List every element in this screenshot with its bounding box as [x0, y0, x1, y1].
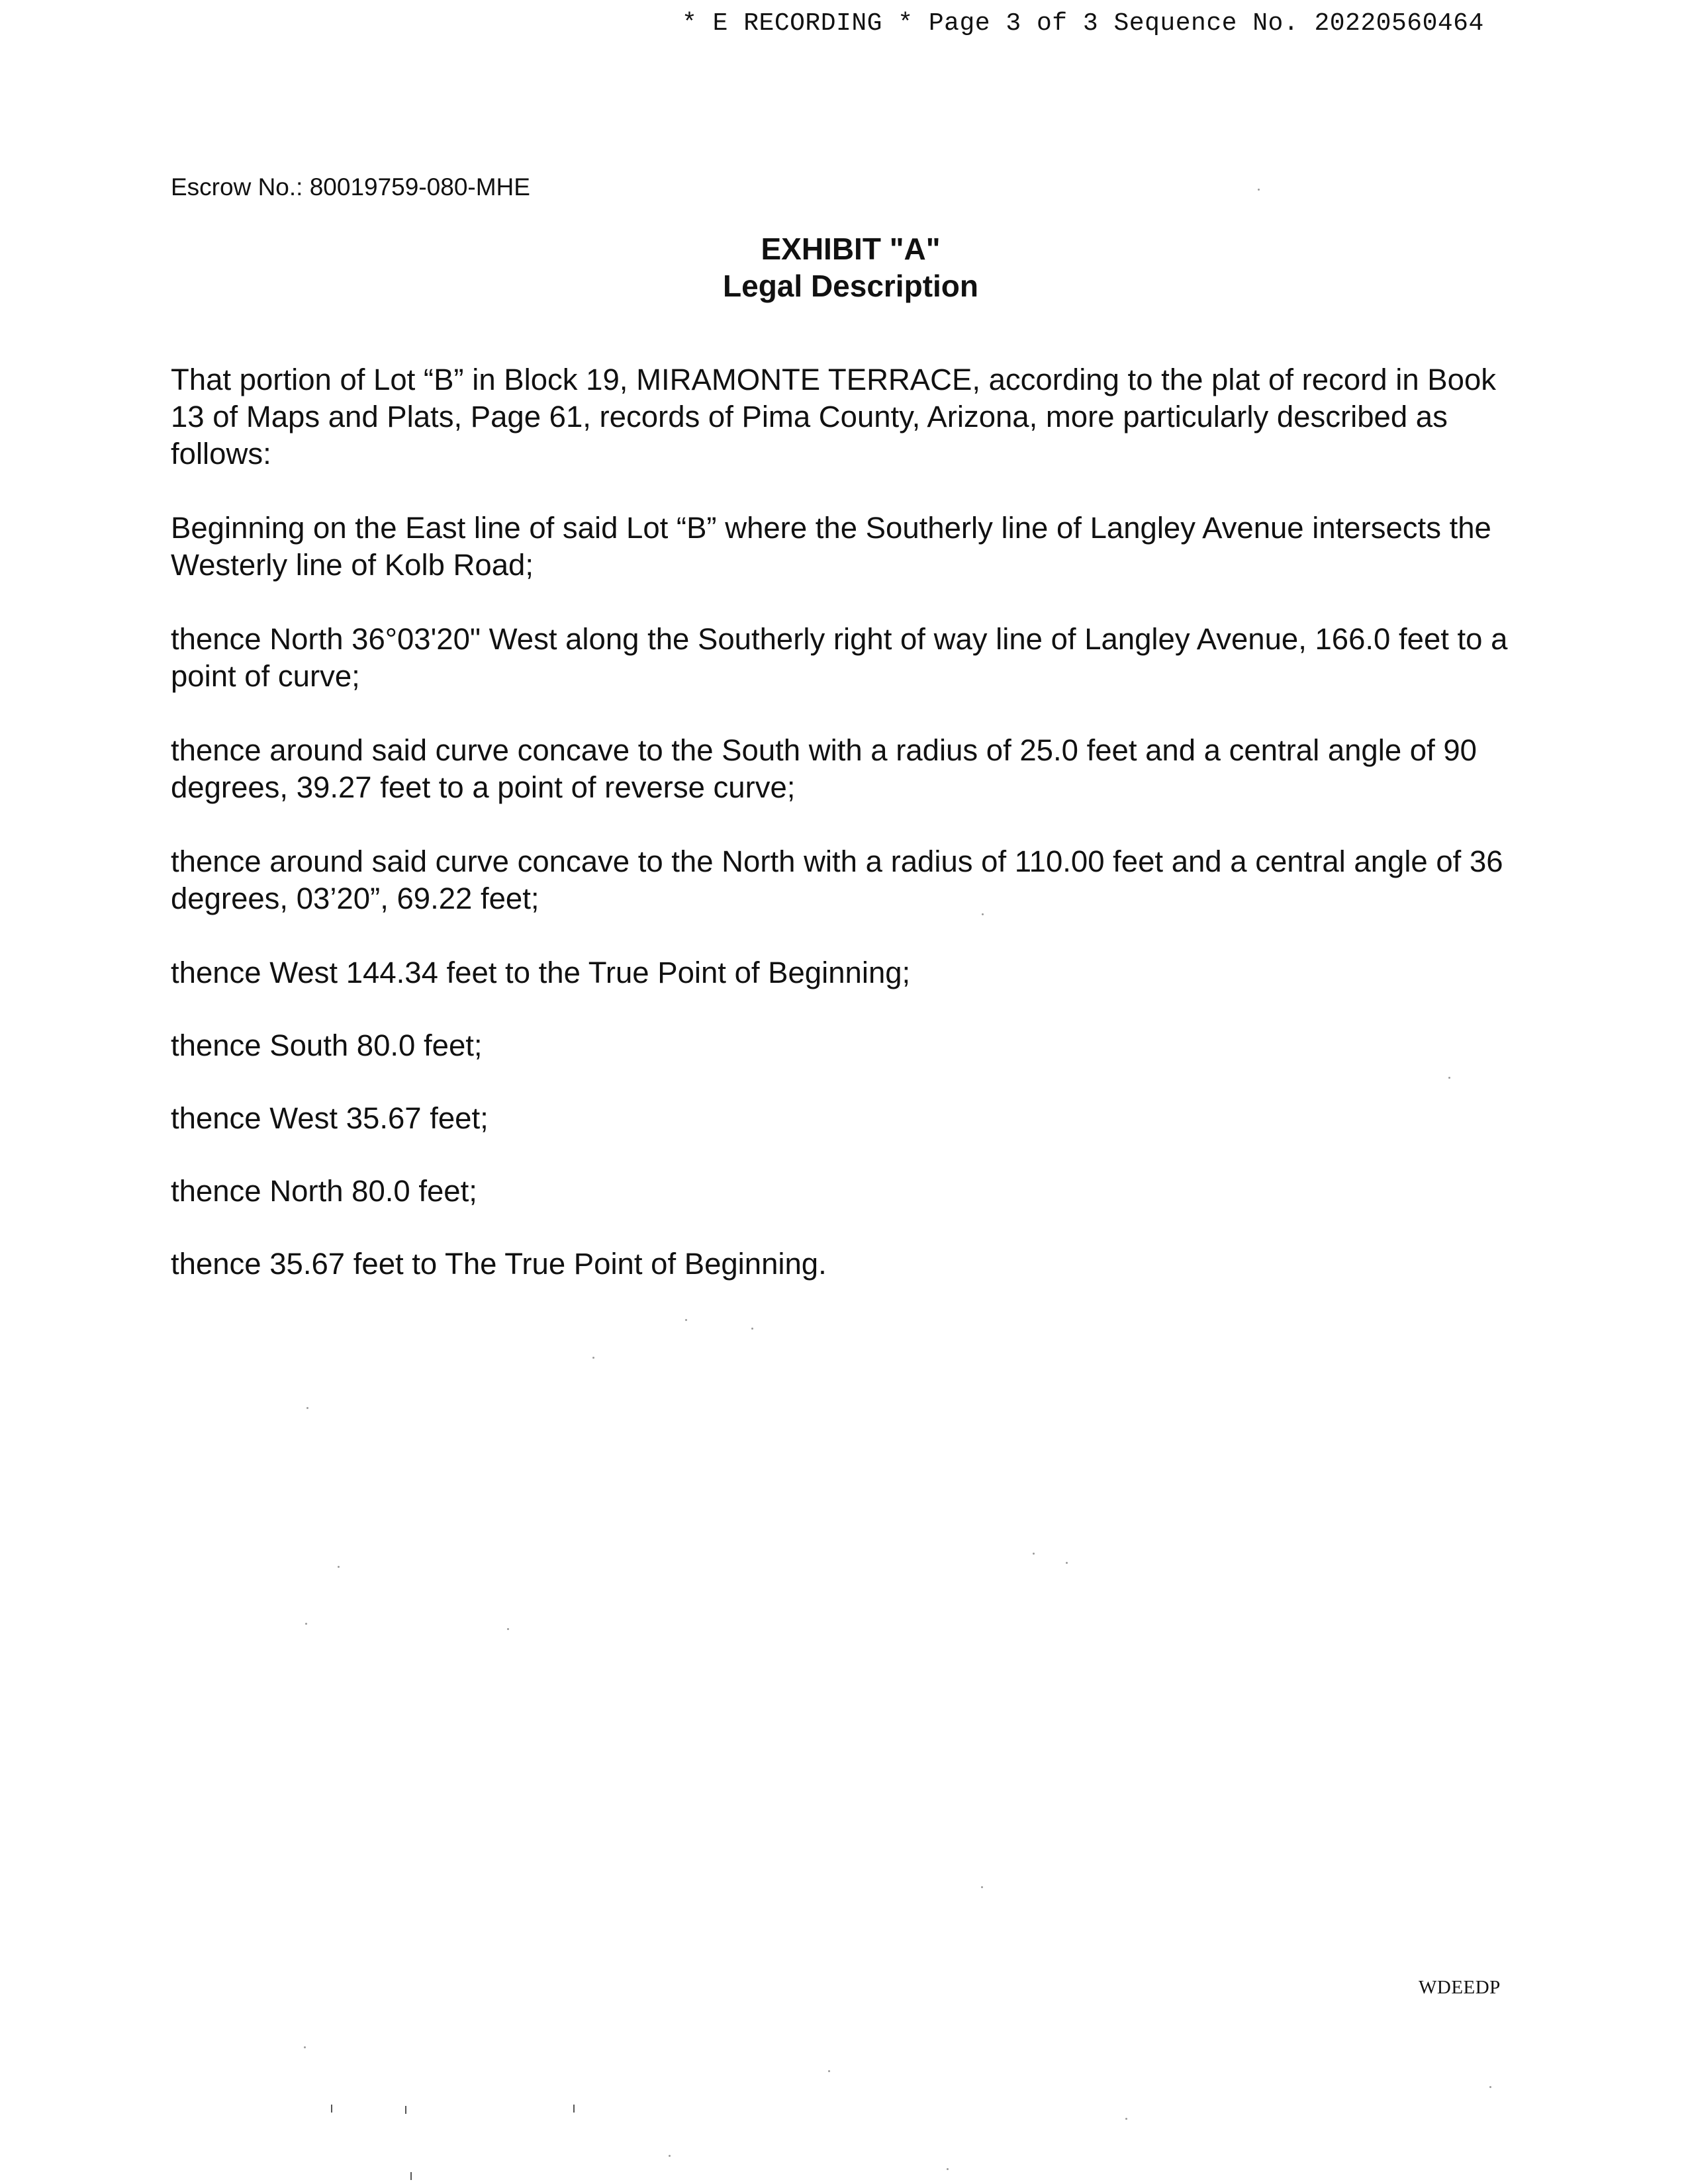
scan-tick: [405, 2106, 406, 2114]
scan-speck: [305, 1623, 307, 1625]
paragraph-course-west-35: thence West 35.67 feet;: [171, 1101, 489, 1135]
scan-speck: [304, 2046, 306, 2048]
paragraph-closing-course: thence 35.67 feet to The True Point of Beginning.: [171, 1247, 827, 1281]
scan-tick: [573, 2105, 575, 2113]
legal-description-body: [171, 361, 1521, 1318]
paragraph-beginning: Beginning on the East line of said Lot “B” where the Southerly line of Langley Avenue intersects the Westerly line of Kolb Road;: [171, 511, 1491, 582]
scan-speck: [982, 913, 984, 915]
scan-speck: [1066, 1562, 1068, 1564]
paragraph-course-south: thence South 80.0 feet;: [171, 1028, 483, 1062]
footer-form-code: WDEEDP: [1419, 1977, 1501, 1998]
scan-speck: [669, 2155, 671, 2157]
paragraph-lot-description: That portion of Lot “B” in Block 19, MIRAMONTE TERRACE, according to the plat of record in Book 13 of Maps and Plats, Page 61, records of Pima County, Arizona, more particularly described as follows:: [171, 363, 1496, 471]
paragraph-course-north-80: thence North 80.0 feet;: [171, 1174, 477, 1208]
paragraph-course-west-144: thence West 144.34 feet to the True Point of Beginning;: [171, 956, 911, 989]
exhibit-title: EXHIBIT "A": [761, 232, 941, 266]
scan-speck: [1258, 189, 1260, 191]
paragraph-curve-south: thence around said curve concave to the South with a radius of 25.0 feet and a central angle of 90 degrees, 39.27 feet to a point of reverse curve;: [171, 733, 1477, 804]
scan-speck: [1489, 2086, 1491, 2088]
scan-tick: [410, 2172, 412, 2180]
paragraph-course-north: thence North 36°03'20" West along the Southerly right of way line of Langley Avenue, 166.0 feet to a point of curve;: [171, 622, 1508, 693]
scan-speck: [947, 2168, 949, 2170]
scan-speck: [751, 1328, 753, 1330]
recording-header: * E RECORDING * Page 3 of 3 Sequence No. 20220560464: [682, 9, 1484, 38]
exhibit-subtitle: Legal Description: [723, 269, 978, 303]
scan-speck: [1125, 2118, 1127, 2120]
scan-speck: [981, 1886, 983, 1888]
scan-speck: [828, 2070, 830, 2072]
scan-tick: [331, 2105, 332, 2113]
scan-speck: [592, 1357, 594, 1359]
scan-speck: [306, 1407, 308, 1409]
scan-speck: [685, 1319, 687, 1321]
paragraph-curve-north: thence around said curve concave to the North with a radius of 110.00 feet and a central angle of 36 degrees, 03’20”, 69.22 feet;: [171, 844, 1503, 915]
scan-speck: [1033, 1553, 1035, 1555]
escrow-number: Escrow No.: 80019759-080-MHE: [171, 173, 530, 201]
scan-speck: [1448, 1077, 1450, 1079]
scan-speck: [507, 1628, 509, 1630]
scan-speck: [338, 1566, 340, 1568]
